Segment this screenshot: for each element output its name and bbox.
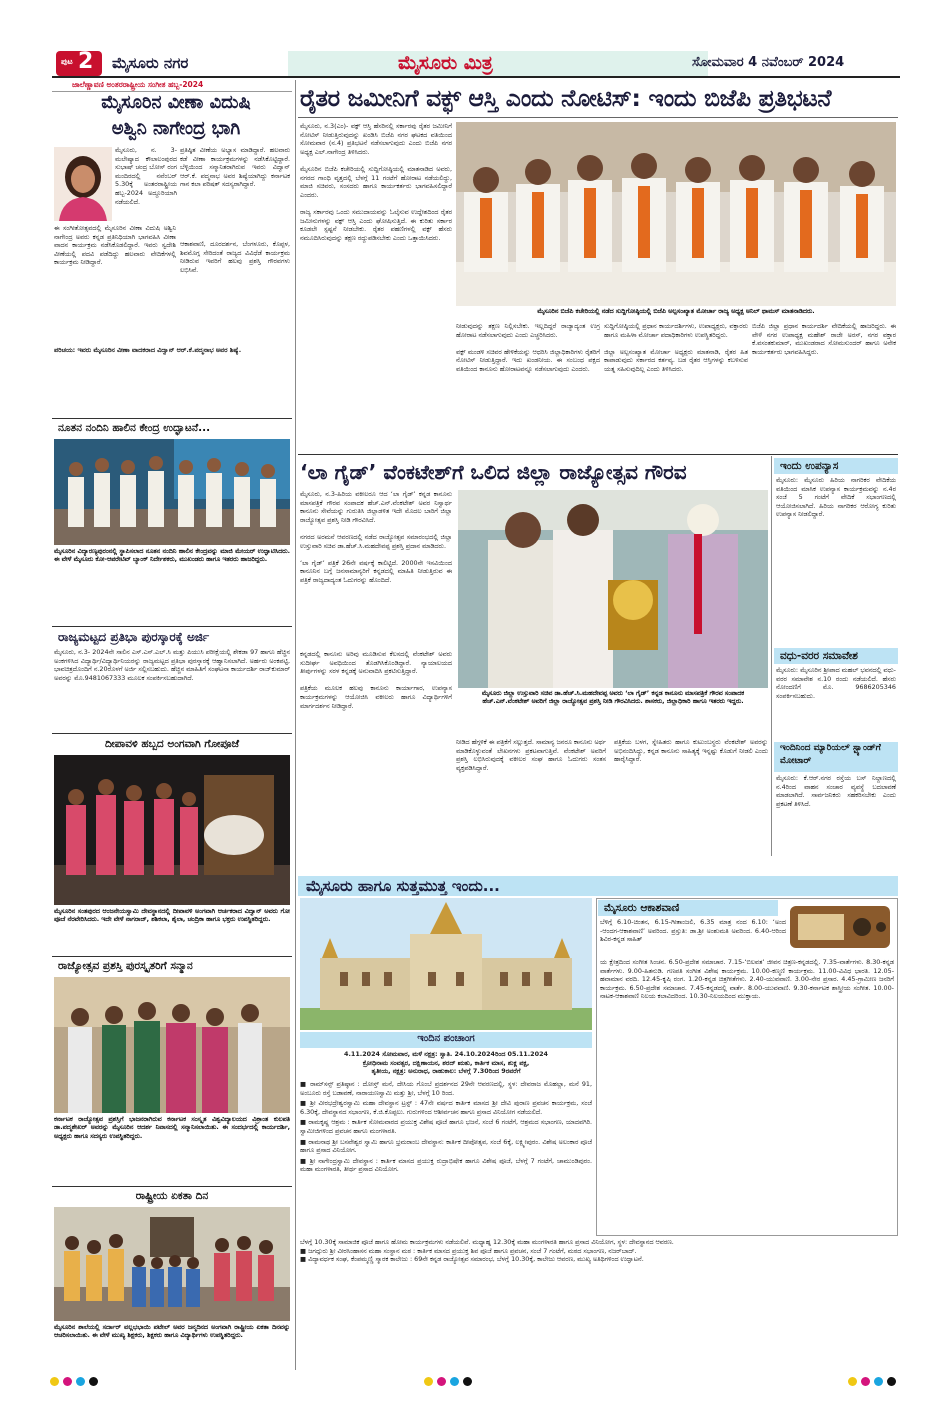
- registration-dot: [89, 1377, 98, 1386]
- events-list: [300, 1080, 595, 1236]
- veena-body-2: ಈ ಸಂಗೀತೋತ್ಸವದಲ್ಲಿ ಮೈಸೂರಿನ ವೀಣಾ ವಿದುಷಿ ಅಶ್ವಿನಿ ನಾಗೇಂದ್ರ ಅವರು ಕನ್ನಡ ಪ್ರತಿನಿಧಿಯಾಗಿ ಭಾಗವಹಿಸಿ ವೀಣಾ ವಾದನ ಕಾರ್ಯಕ್ರಮ ನಡೆಸಿಕೊಡಲಿದ್ದಾರೆ. ಇವರು ಸ್ವದೇಶಿ ವೀಣೆಯಲ್ಲಿ ಪದವಿ ಪಡೆದಿದ್ದು ಹಲವಾರು ವೇದಿಕೆಗಳಲ್ಲಿ ಕಾರ್ಯಕ್ರಮ ನೀಡಿದ್ದಾರೆ.: [54, 224, 179, 267]
- lawguide-col-4: ಪತ್ರಿಕೆಯ ಬಳಗ, ಸ್ನೇಹಿತರು ಹಾಗೂ ಕುಟುಂಬಸ್ಥರು ವೆಂಕಟೇಶ್ ಅವರನ್ನು ಅಭಿನಂದಿಸಿದ್ದು, ಕನ್ನಡ ಕಾನೂನು ಸಾಹಿತ್ಯಕ್ಕೆ ಇನ್ನಷ್ಟು ಕೊಡುಗೆ ನೀಡಲಿ ಎಂದು ಹಾರೈಸಿದ್ದಾರೆ.: [614, 738, 771, 764]
- masthead: [52, 51, 900, 78]
- lawguide-col-1: ಮೈಸೂರು, ನ.3-ಹಿರಿಯ ವಕೀಲರೂ ಆದ ‘ಲಾ ಗೈಡ್’ ಕನ್ನಡ ಕಾನೂನು ಮಾಸಪತ್ರಿಕೆ ಗೌರವ ಸಂಪಾದಕ ಹೆಚ್.ಎನ್.ವೆಂಕಟೇಶ್ ಅವರ ನಿಸ್ವಾರ್ಥ ಕಾನೂನು ಸೇವೆಯನ್ನು ಗುರುತಿಸಿ ಜಿಲ್ಲಾಡಳಿತ ಇದೇ ಮೊದಲ ಬಾರಿಗೆ ಜಿಲ್ಲಾ ರಾಜ್ಯೋತ್ಸವ ಪ್ರಶಸ್ತಿ ನೀಡಿ ಗೌರವಿಸಿದೆ. ನಗರದ ಅರಮನೆ ಆವರಣದಲ್ಲಿ ನಡೆದ ರಾಜ್ಯೋತ್ಸವ ಸಮಾರಂಭದಲ್ಲಿ ಜಿಲ್ಲಾ ಉಸ್ತುವಾರಿ ಸಚಿವ ಡಾ.ಹೆಚ್.ಸಿ.ಮಹದೇವಪ್ಪ ಪ್ರಶಸ್ತಿ ಪ್ರದಾನ ಮಾಡಿದರು. ‘ಲಾ ಗೈಡ್’ ಪತ್ರಿಕೆ 26ನೇ ವರ್ಷಕ್ಕೆ ಕಾಲಿಟ್ಟಿದೆ. 2000ನೇ ಇಸವಿಯಿಂದ ಕಾನೂನಿನ ಬಗ್ಗೆ ಜನಸಾಮಾನ್ಯರಿಗೆ ಕನ್ನಡದಲ್ಲಿ ಮಾಹಿತಿ ನೀಡುತ್ತಿರುವ ಈ ಪತ್ರಿಕೆ ರಾಜ್ಯದಾದ್ಯಂತ ಓದುಗರನ್ನು ಹೊಂದಿದೆ.: [300, 490, 452, 584]
- registration-dot: [848, 1377, 857, 1386]
- lead-col-1: ಮೈಸೂರು, ನ.3(ಎಂ)- ವಕ್ಫ್ ಆಸ್ತಿ ಹೆಸರಿನಲ್ಲಿ ಸರ್ಕಾರವು ರೈತರ ಜಮೀನಿಗೆ ನೋಟಿಸ್ ನೀಡುತ್ತಿರುವುದನ್ನು ಖಂಡಿಸಿ ಬಿಜೆಪಿ ನಗರ ಘಟಕದ ವತಿಯಿಂದ ಸೋಮವಾರ (ನ.4) ಪ್ರತಿಭಟನೆ ನಡೆಸಲಾಗುವುದು ಎಂದು ಬಿಜೆಪಿ ನಗರ ಅಧ್ಯಕ್ಷ ಎಲ್.ನಾಗೇಂದ್ರ ತಿಳಿಸಿದರು. ಮೈಸೂರಿನ ಬಿಜೆಪಿ ಕಚೇರಿಯಲ್ಲಿ ಸುದ್ದಿಗೋಷ್ಠಿಯಲ್ಲಿ ಮಾತನಾಡಿದ ಅವರು, ನಗರದ ಗಾಂಧಿ ವೃತ್ತದಲ್ಲಿ ಬೆಳಗ್ಗೆ 11 ಗಂಟೆಗೆ ಹೋರಾಟ ನಡೆಯಲಿದ್ದು, ಮಾಜಿ ಸಚಿವರು, ಸಂಸದರು ಹಾಗೂ ಕಾರ್ಯಕರ್ತರು ಭಾಗವಹಿಸಲಿದ್ದಾರೆ ಎಂದರು. ರಾಜ್ಯ ಸರ್ಕಾರವು ಒಂದು ಸಮುದಾಯವನ್ನು ಓಲೈಸುವ ಉದ್ದೇಶದಿಂದ ರೈತರ ಜಮೀನುಗಳನ್ನು ವಕ್ಫ್ ಆಸ್ತಿ ಎಂದು ಘೋಷಿಸುತ್ತಿದೆ. ಈ ಕುರಿತು ಸರ್ಕಾರ ಕೂಡಲೇ ಸ್ಪಷ್ಟನೆ ನೀಡಬೇಕು. ರೈತರ ಪಹಣಿಗಳಲ್ಲಿ ವಕ್ಫ್ ಹೆಸರು ನಮೂದಿಸಿರುವುದನ್ನು ತಕ್ಷಣ ರದ್ದುಪಡಿಸಬೇಕು ಎಂದು ಒತ್ತಾಯಿಸಿದರು.: [300, 122, 452, 242]
- panchanga-heading: ಇಂದಿನ ಪಂಚಾಂಗ: [417, 1033, 475, 1044]
- lead-headline: ರೈತರ ಜಮೀನಿಗೆ ವಕ್ಫ್ ಆಸ್ತಿ ಎಂದು ನೋಟಿಸ್: ಇಂದು ಬಿಜೆಪಿ ಪ್ರತಿಭಟನೆ: [300, 84, 832, 112]
- registration-dot: [424, 1377, 433, 1386]
- unity-photo: [54, 1207, 290, 1321]
- divider: [52, 626, 292, 627]
- event-item: ■ ಶ್ರೀ ವೀರಭದ್ರೇಶ್ವರಸ್ವಾಮಿ ಮಹಾ ದೇವಸ್ಥಾನ ಟ್ರಸ್ಟ್ : 47ನೇ ವರ್ಷದ ಕಾರ್ತಿಕ ಮಾಸದ ಶ್ರೀ ದೇವಿ ಪುರಾಣ ಪ್ರವಚನ ಕಾರ್ಯಕ್ರಮ, ಸಂಜೆ 6.30ಕ್ಕೆ, ದೇವಸ್ಥಾನದ ಸಭಾಂಗಣ, ಕೆ.ಜಿ.ಕೊಪ್ಪಲು. ಗುರುಗಳಿಂದ ಆಶೀರ್ವಚನ ಹಾಗೂ ಪ್ರಸಾದ ವಿನಿಯೋಗ ನಡೆಯಲಿದೆ.: [300, 1099, 595, 1116]
- lawguide-col-2: ಕನ್ನಡದಲ್ಲಿ ಕಾನೂನು ಅರಿವು ಮೂಡಿಸುವ ಕೆಲಸದಲ್ಲಿ ವೆಂಕಟೇಶ್ ಅವರು ಸುದೀರ್ಘ ಅವಧಿಯಿಂದ ತೊಡಗಿಸಿಕೊಂಡಿದ್ದಾರೆ. ನ್ಯಾಯಾಲಯದ ತೀರ್ಪುಗಳನ್ನು ಸರಳ ಕನ್ನಡಕ್ಕೆ ಅನುವಾದಿಸಿ ಪ್ರಕಟಿಸುತ್ತಿದ್ದಾರೆ. ಪತ್ರಿಕೆಯ ಮೂಲಕ ಹಲವು ಕಾನೂನು ಕಾರ್ಯಾಗಾರ, ಉಪನ್ಯಾಸ ಕಾರ್ಯಕ್ರಮಗಳನ್ನು ಆಯೋಜಿಸಿ ವಕೀಲರು ಹಾಗೂ ವಿದ್ಯಾರ್ಥಿಗಳಿಗೆ ಮಾರ್ಗದರ್ಶನ ನೀಡಿದ್ದಾರೆ.: [300, 650, 452, 710]
- deepavali-caption: ಮೈಸೂರಿನ ಸಂತಪುರದ ಆಂಜನೇಯಸ್ವಾಮಿ ದೇವಸ್ಥಾನದಲ್ಲಿ ದೀಪಾವಳಿ ಅಂಗವಾಗಿ ಆರ್ಚಕರಾದ ವಿದ್ವಾನ್ ಅವರು ಗೋ ಪೂಜೆ ನೆರವೇರಿಸಿದರು. ಇದೇ ವೇಳೆ ನಾಗರಾಜ್, ಶಶಿಕಲಾ, ಶೈಲಾ, ಚಂದ್ರಿಕಾ ಹಾಗೂ ಭಕ್ತರು ಉಪಸ್ಥಿತರಿದ್ದರು.: [54, 908, 293, 924]
- radio-set-icon: [786, 900, 894, 950]
- unity-caption: ಮೈಸೂರಿನ ಶಾಲೆಯಲ್ಲಿ ಸರ್ದಾರ್ ವಲ್ಲಭಭಾಯಿ ಪಟೇಲ್ ಅವರ ಜನ್ಮದಿನದ ಅಂಗವಾಗಿ ರಾಷ್ಟ್ರೀಯ ಏಕತಾ ದಿನವನ್ನು ಆಚರಿಸಲಾಯಿತು. ಈ ವೇಳೆ ಮುಖ್ಯ ಶಿಕ್ಷಕರು, ಶಿಕ್ಷಕರು ಹಾಗೂ ವಿದ್ಯಾರ್ಥಿಗಳು ಉಪಸ್ಥಿತರಿದ್ದರು.: [54, 1324, 293, 1340]
- event-item: ■ ರಾಮನಾಥ ಶ್ರೀ ಬಸವೇಶ್ವರ ಸ್ವಾಮಿ ಹಾಗೂ ಭ್ರಮರಾಂಬ ದೇವಸ್ಥಾನ: ಕಾರ್ತಿಕ ದೀಪೋತ್ಸವ, ಸಂಜೆ 6ಕ್ಕೆ, ಲಕ್ಷ್ಮೀಪುರಂ. ವಿಶೇಷ ಅಲಂಕಾರ ಪೂಜೆ ಹಾಗೂ ಪ್ರಸಾದ ವಿನಿಯೋಗ.: [300, 1137, 595, 1155]
- event-item: ■ ರಾಮ್‌ಸನ್ಸ್ ಪ್ರತಿಷ್ಠಾನ : ದೋಸ್ತ್ ಮನೆ, ದೇಸಿಯ ಗೊಂಬೆ ಪ್ರದರ್ಶನದ 29ನೇ ಆವರಣದಲ್ಲಿ, ಸ್ಥಳ: ದೇವರಾಜ ಮೊಹಲ್ಲಾ, ಮನೆ 91, ಅಂಬೂರು ರಸ್ತೆ ಬಡಾವಣೆ, ನಾರಾಯಣಸ್ವಾಮಿ ಮತ್ತು ಶ್ರೀ, ಬೆಳಗ್ಗೆ 10 ರಿಂದ.: [300, 1080, 595, 1097]
- moto-heading: ಇಂದಿನಿಂದ ಮ್ಯಾರಿಯಲ್ ಸ್ಟ್ಯಾಂಡ್‌ಗೆ ಮೋಟಾರ್: [774, 742, 898, 772]
- lead-col-2: ನೀಡುವುದನ್ನು ತಕ್ಷಣ ನಿಲ್ಲಿಸಬೇಕು. ಇಲ್ಲದಿದ್ದರೆ ರಾಜ್ಯಾದ್ಯಂತ ಉಗ್ರ ಹೋರಾಟ ನಡೆಸಲಾಗುವುದು ಎಂದು ಎಚ್ಚರಿಸಿದರು. ವಕ್ಫ್ ಮಂಡಳಿ ಸಚಿವರ ಹೇಳಿಕೆಯನ್ನು ಆಧರಿಸಿ ಜಿಲ್ಲಾಧಿಕಾರಿಗಳು ರೈತರಿಗೆ ನೋಟಿಸ್ ನೀಡುತ್ತಿದ್ದಾರೆ. ಇದು ಖಂಡನೀಯ. ಈ ಸಂಬಂಧ ಪಕ್ಷದ ವತಿಯಿಂದ ಕಾನೂನು ಹೋರಾಟವನ್ನೂ ನಡೆಸಲಾಗುವುದು ಎಂದರು.: [456, 322, 600, 373]
- divider: [52, 418, 292, 419]
- wedding-heading: ವಧು-ವರರ ಸಮಾವೇಶ: [774, 648, 898, 664]
- registration-dot: [450, 1377, 459, 1386]
- award-heading: ರಾಜ್ಯಮಟ್ಟದ ಪ್ರತಿಭಾ ಪುರಸ್ಕಾರಕ್ಕೆ ಅರ್ಜಿ: [58, 630, 210, 644]
- veena-body-3: ಪ್ರತಿಷ್ಠಿತ ವೀಣೆಯ ಅಭ್ಯಾಸ ಮಾಡಿದ್ದಾರೆ. ಹಲವಾರು ಕಡೆ ವೀಣಾ ಕಾರ್ಯಕ್ರಮಗಳನ್ನು ನಡೆಸಿಕೊಟ್ಟಿದ್ದಾರೆ. ಬೆಳ್ಳಿಯಿಂದ ಸನ್ಮಾನಿತರಾಗಿರುವ ಇವರು ವಿದ್ವಾನ್ ಆರ್.ಕೆ. ಪದ್ಮನಾಭ ಅವರ ಶಿಷ್ಯೆಯಾಗಿದ್ದು ಕರ್ನಾಟಕ ಗಾನ ಕಲಾ ಪರಿಷತ್ ಸದಸ್ಯರಾಗಿದ್ದಾರೆ.: [180, 146, 293, 189]
- event-item: ■ ಶ್ರೀ ನಾಗೇಂದ್ರಸ್ವಾಮಿ ದೇವಸ್ಥಾನ : ಕಾರ್ತಿಕ ಮಾಸದ ಪ್ರಯುಕ್ತ ರುದ್ರಾಭಿಷೇಕ ಹಾಗೂ ವಿಶೇಷ ಪೂಜೆ, ಬೆಳಗ್ಗೆ 7 ಗಂಟೆಗೆ, ಚಾಮುಂಡಿಪುರಂ. ಮಹಾ ಮಂಗಳಾರತಿ, ತೀರ್ಥ ಪ್ರಸಾದ ವಿನಿಯೋಗ.: [300, 1156, 595, 1174]
- wedding-body: ಮೈಸೂರು: ಮೈಸೂರಿನ ಶ್ರೀಪಾದ ಮಹಲ್ ಭವನದಲ್ಲಿ ವಧು-ವರರ ಸಮಾವೇಶ ನ.10 ರಂದು ನಡೆಯಲಿದೆ. ಹೆಸರು ನೋಂದಣಿಗೆ ಮೊ. 9686205346 ಸಂಪರ್ಕಿಸಬಹುದು.: [776, 666, 899, 700]
- lead-caption: ಮೈಸೂರಿನ ಬಿಜೆಪಿ ಕಚೇರಿಯಲ್ಲಿ ನಡೆದ ಸುದ್ದಿಗೋಷ್ಠಿಯಲ್ಲಿ ಬಿಜೆಪಿ ಅಲ್ಪಸಂಖ್ಯಾತ ಮೋರ್ಚಾ ರಾಜ್ಯ ಅಧ್ಯಕ್ಷ ಅನಿಲ್ ಥಾಮಸ್ ಮಾತನಾಡಿದರು.: [537, 308, 815, 315]
- city-heading: ಮೈಸೂರು ಹಾಗೂ ಸುತ್ತಮುತ್ತ ಇಂದು...: [306, 877, 500, 895]
- paper-title-bar: [288, 51, 708, 76]
- nandini-heading: ನೂತನ ನಂದಿನಿ ಹಾಲಿನ ಕೇಂದ್ರ ಉದ್ಘಾಟನೆ...: [58, 422, 211, 434]
- lecture-heading: ಇಂದು ಉಪನ್ಯಾಸ: [774, 458, 898, 474]
- divider: [52, 733, 292, 734]
- panchanga-body: 4.11.2024 ಸೋಮವಾರ, ಮಳೆ ನಕ್ಷತ್ರ: ಸ್ವಾತಿ. 24.10.2024ರಿಂದ 05.11.2024 ಕ್ರೋಧಿನಾಮ ಸಂವತ್ಸರ, ದಕ್ಷಿಣಾಯನ, ಶರದ್ ಋತು, ಕಾರ್ತಿಕ ಮಾಸ, ಶುಕ್ಲ ಪಕ್ಷ, ತೃತೀಯ, ನಕ್ಷತ್ರ: ಅನುರಾಧ, ರಾಹುಕಾಲ: ಬೆಳಗ್ಗೆ 7.30ರಿಂದ 9ರವರೆಗೆ: [344, 1050, 548, 1076]
- honor-heading: ರಾಜ್ಯೋತ್ಸವ ಪ್ರಶಸ್ತಿ ಪುರಸ್ಕೃತರಿಗೆ ಸನ್ಮಾನ: [58, 960, 193, 972]
- lawguide-caption: ಮೈಸೂರು ಜಿಲ್ಲಾ ಉಸ್ತುವಾರಿ ಸಚಿವ ಡಾ.ಹೆಚ್.ಸಿ.ಮಹದೇವಪ್ಪ ಅವರು ‘ಲಾ ಗೈಡ್’ ಕನ್ನಡ ಕಾನೂನು ಮಾಸಪತ್ರಿಕೆ ಗೌರವ ಸಂಪಾದಕ ಹೆಚ್.ಎನ್.ವೆಂಕಟೇಶ್ ಅವರಿಗೆ ಜಿಲ್ಲಾ ರಾಜ್ಯೋತ್ಸವ ಪ್ರಶಸ್ತಿ ನೀಡಿ ಗೌರವಿಸಿದರು. ಶಾಸಕರು, ಜಿಲ್ಲಾಧಿಕಾರಿ ಹಾಗೂ ಇತರರು ಇದ್ದರು.: [481, 690, 747, 706]
- honor-caption: ಕರ್ನಾಟಕ ರಾಜ್ಯೋತ್ಸವ ಪ್ರಶಸ್ತಿಗೆ ಭಾಜನರಾಗಿರುವ ಕರ್ನಾಟಕ ಸಂಸ್ಕೃತ ವಿಶ್ವವಿದ್ಯಾಲಯದ ವಿಶ್ರಾಂತ ಕುಲಪತಿ ಡಾ.ಪದ್ಮಶೇಖರ್ ಅವರನ್ನು ಮೈಸೂರಿನ ಆದರ್ಶ ನಿವಾಸದಲ್ಲಿ ಸನ್ಮಾನಿಸಲಾಯಿತು. ಈ ಸಂದರ್ಭದಲ್ಲಿ ಕಾರ್ಯದರ್ಶಿ, ಅಧ್ಯಕ್ಷರು ಹಾಗೂ ಸದಸ್ಯರು ಉಪಸ್ಥಿತರಿದ್ದರು.: [54, 1116, 293, 1140]
- radio-body-wide: ಯ ಕ್ಷೇತ್ರದಿಂದ ಸಂಗೀತ ಸಿಂಚನ. 6.50-ಪ್ರದೇಶ ಸಮಾಚಾರ. 7.15-‘ಬಿಲವತ’ ಜೀವನ ಚಿತ್ರಣ-ಕನ್ನಡದಲ್ಲಿ. 7.35-ವಾರ್ತೆಗಳು. 8.30-ಕನ್ನಡ ವಾರ್ತೆಗಳು. 9.00-ಹಿತನುಡಿ. ಗಣಪತಿ ಸಂಗೀತ ವಿಶೇಷ ಕಾರ್ಯಕ್ರಮ. 10.00-ಕಣ್ಮಣಿ ಕಾರ್ಯಕ್ರಮ. 11.00-ವಿವಿಧ ಭಾರತಿ. 12.05-ಹವಾಮಾನ ವರದಿ. 12.45-ಕೃಷಿ ರಂಗ. 1.20-ಕನ್ನಡ ಚಿತ್ರಗೀತೆಗಳು. 2.40-ಯುವವಾಣಿ. 3.00-ನೇರ ಪ್ರಸಾರ. 4.45-ಗ್ರಾಮೀಣ ಜನರಿಗೆ ಕಾರ್ಯಕ್ರಮ. 6.50-ಪ್ರದೇಶ ಸಮಾಚಾರ. 7.45-ಕನ್ನಡದಲ್ಲಿ ವಾರ್ತೆ. 8.00-ಯುವವಾಣಿ. 9.30-ಕರ್ನಾಟಕ ಶಾಸ್ತ್ರೀಯ ಸಂಗೀತ. 10.00-ನಾಟಕ-ಆಕಾಶವಾಣಿ ನಿಲಯ ಕಲಾವಿದರಿಂದ. 10.30-ನಿಲಯದಿಂದ ಮುಕ್ತಾಯ.: [600, 958, 897, 1001]
- lead-col-3: ಸುದ್ದಿಗೋಷ್ಠಿಯಲ್ಲಿ ಪ್ರಧಾನ ಕಾರ್ಯದರ್ಶಿಗಳು, ಉಪಾಧ್ಯಕ್ಷರು, ವಕ್ತಾರರು ಹಾಗೂ ಮಹಿಳಾ ಮೋರ್ಚಾ ಪದಾಧಿಕಾರಿಗಳು ಉಪಸ್ಥಿತರಿದ್ದರು. ಜಿಲ್ಲಾ ಅಲ್ಪಸಂಖ್ಯಾತ ಮೋರ್ಚಾ ಅಧ್ಯಕ್ಷರು ಮಾತನಾಡಿ, ರೈತರ ಹಿತ ಕಾಪಾಡುವುದು ಸರ್ಕಾರದ ಕರ್ತವ್ಯ. ಬಡ ರೈತರ ಆಸ್ತಿಗಳನ್ನು ಕಬಳಿಸುವ ಯತ್ನ ಸಹಿಸುವುದಿಲ್ಲ ಎಂದು ತಿಳಿಸಿದರು.: [604, 322, 748, 373]
- veena-body-4: ಆಕಾಶವಾಣಿ, ದೂರದರ್ಶನ, ಬೆಂಗಳೂರು, ಕೊಪ್ಪಳ, ಶಿವಮೊಗ್ಗ ಸೇರಿದಂತೆ ರಾಜ್ಯದ ವಿವಿಧೆಡೆ ಕಾರ್ಯಕ್ರಮ ನೀಡಿರುವ ಇವರಿಗೆ ಹಲವು ಪ್ರಶಸ್ತಿ ಗೌರವಗಳು ಲಭಿಸಿವೆ.: [180, 240, 293, 274]
- registration-dot: [874, 1377, 883, 1386]
- award-body: ಮೈಸೂರು, ನ.3- 2024ನೇ ಸಾಲಿನ ಎಸ್.ಎಸ್.ಎಲ್.ಸಿ ಮತ್ತು ಪಿಯುಸಿ ಪರೀಕ್ಷೆಯಲ್ಲಿ ಶೇಕಡಾ 97 ಹಾಗೂ ಹೆಚ್ಚಿನ ಅಂಕಗಳಿಸಿದ ವಿದ್ಯಾರ್ಥಿ/ವಿದ್ಯಾರ್ಥಿನಿಯರನ್ನು ರಾಜ್ಯಮಟ್ಟದ ಪ್ರತಿಭಾ ಪುರಸ್ಕಾರಕ್ಕೆ ಆಹ್ವಾನಿಸಲಾಗಿದೆ. ಅರ್ಹರು ಅಂಕಪಟ್ಟಿ, ಭಾವಚಿತ್ರದೊಂದಿಗೆ ನ.20ರೊಳಗೆ ಅರ್ಜಿ ಸಲ್ಲಿಸಬಹುದು. ಹೆಚ್ಚಿನ ಮಾಹಿತಿಗೆ ಸಂಘಟನಾ ಕಾರ್ಯದರ್ಶಿ ರಾಜ್‌ಕುಮಾರ್ ಅವರನ್ನು ಮೊ.9481067333 ಮೂಲಕ ಸಂಪರ್ಕಿಸಬಹುದಾಗಿದೆ.: [54, 648, 293, 682]
- paper-title: ಮೈಸೂರು ಮಿತ್ರ: [398, 52, 493, 74]
- veena-portrait: [54, 147, 112, 221]
- veena-note: ಪರಿಚಯ: ಇವರು ಮೈಸೂರಿನ ವೀಣಾ ವಾದಕರಾದ ವಿದ್ವಾನ್ ಆರ್.ಕೆ.ಪದ್ಮನಾಭ ಅವರ ಶಿಷ್ಯೆ.: [54, 346, 242, 354]
- divider: [52, 956, 292, 957]
- lead-col-4: ಬಿಜೆಪಿ ಜಿಲ್ಲಾ ಪ್ರಧಾನ ಕಾರ್ಯದರ್ಶಿ ವೇದಿಕೆಯಲ್ಲಿ ಹಾಜರಿದ್ದರು. ಈ ವೇಳೆ ನಗರ ಉಪಾಧ್ಯಕ್ಷ ಮಹೇಶ್ ರಾಜೇ ಅರಸ್, ನಗರ ವಕ್ತಾರ ಕೆ.ವಸಂತಕುಮಾರ್, ಮುಖಂಡರಾದ ಸೋಮಸುಂದರ್ ಹಾಗೂ ಅನೇಕ ಕಾರ್ಯಕರ್ತರು ಭಾಗವಹಿಸಿದ್ದರು.: [752, 322, 899, 356]
- lead-photo: [456, 122, 896, 306]
- palace-illustration: [300, 898, 592, 1030]
- lawguide-headline: ‘ಲಾ ಗೈಡ್’ ವೆಂಕಟೇಶ್‌ಗೆ ಒಲಿದ ಜಿಲ್ಲಾ ರಾಜ್ಯೋತ್ಸವ ಗೌರವ: [300, 460, 687, 484]
- divider: [298, 454, 898, 455]
- section-title: ಮೈಸೂರು ನಗರ: [112, 54, 189, 72]
- radio-heading: ಮೈಸೂರು ಆಕಾಶವಾಣಿ: [598, 900, 778, 916]
- unity-heading: ರಾಷ್ಟ್ರೀಯ ಏಕತಾ ದಿನ: [135, 1190, 209, 1202]
- registration-dot: [76, 1377, 85, 1386]
- registration-dot: [63, 1377, 72, 1386]
- city-tail: ಬೆಳಗ್ಗೆ 10.30ಕ್ಕೆ ಸಾಮಾಜಿಕ ಪೂಜೆ ಹಾಗೂ ಹೋಮ ಕಾರ್ಯಕ್ರಮಗಳು ನಡೆಯಲಿವೆ. ಮಧ್ಯಾಹ್ನ 12.30ಕ್ಕೆ ಮಹಾ ಮಂಗಳಾರತಿ ಹಾಗೂ ಪ್ರಸಾದ ವಿನಿಯೋಗ, ಸ್ಥಳ: ದೇವಸ್ಥಾನದ ಆವರಣ. ■ ಜಗದ್ಗುರು ಶ್ರೀ ವೀರಸಿಂಹಾಸನ ಮಹಾ ಸಂಸ್ಥಾನ ಮಠ : ಕಾರ್ತಿಕ ಮಾಸದ ಪ್ರಯುಕ್ತ ಶಿವ ಪೂಜೆ ಹಾಗೂ ಪ್ರವಚನ, ಸಂಜೆ 7 ಗಂಟೆಗೆ, ಮಠದ ಸಭಾಂಗಣ, ನಜರ್‌ಬಾದ್. ■ ವಿದ್ಯಾವರ್ಧಕ ಸಂಘ, ಕೆಂಪಮ್ಮಣ್ಣಿ ಸ್ಮಾರಕ ಕಾಲೇಜು : 69ನೇ ಕನ್ನಡ ರಾಜ್ಯೋತ್ಸವ ಸಮಾರಂಭ, ಬೆಳಗ್ಗೆ 10.30ಕ್ಕೆ, ಕಾಲೇಜು ಆವರಣ, ಮುಖ್ಯ ಅತಿಥಿಗಳಿಂದ ಉದ್ಘಾಟನೆ.: [300, 1238, 674, 1264]
- nandini-caption: ಮೈಸೂರಿನ ವಿದ್ಯಾರಣ್ಯಪುರಂನಲ್ಲಿ ಸ್ಥಾಪಿಸಲಾದ ನೂತನ ನಂದಿನಿ ಹಾಲಿನ ಕೇಂದ್ರವನ್ನು ಮಾಜಿ ಮೇಯರ್ ಉದ್ಘಾಟಿಸಿದರು. ಈ ವೇಳೆ ಮೈಸೂರು ಕೋ-ಆಪರೇಟಿವ್ ಬ್ಯಾಂಕ್ ನಿರ್ದೇಶಕರು, ಮುಖಂಡರು ಹಾಗೂ ಇತರರು ಹಾಜರಿದ್ದರು.: [54, 548, 293, 564]
- page-tag: ಪುಟ: [61, 57, 73, 66]
- registration-dot: [861, 1377, 870, 1386]
- honor-photo: [54, 977, 290, 1113]
- deepavali-heading: ದೀಪಾವಳಿ ಹಬ್ಬದ ಅಂಗವಾಗಿ ಗೋಪೂಜೆ: [104, 738, 240, 750]
- registration-dot: [887, 1377, 896, 1386]
- registration-dot: [437, 1377, 446, 1386]
- event-item: ■ ರಾಮಕೃಷ್ಣ ಆಶ್ರಮ : ಕಾರ್ತಿಕ ಸೋಮವಾರದ ಪ್ರಯುಕ್ತ ವಿಶೇಷ ಪೂಜೆ ಹಾಗೂ ಭಜನೆ, ಸಂಜೆ 6 ಗಂಟೆಗೆ, ಆಶ್ರಮದ ಸಭಾಂಗಣ, ಯಾದವಗಿರಿ. ಸ್ವಾಮೀಜಿಗಳಿಂದ ಪ್ರವಚನ ಹಾಗೂ ಮಂಗಳಾರತಿ.: [300, 1118, 595, 1135]
- veena-headline-2: ಅಶ್ವಿನಿ ನಾಗೇಂದ್ರ ಭಾಗಿ: [111, 118, 241, 139]
- lecture-body: ಮೈಸೂರು: ಮೈಸೂರು ಹಿರಿಯ ನಾಗರಿಕರ ವೇದಿಕೆಯ ವತಿಯಿಂದ ಮಾಸಿಕ ಉಪನ್ಯಾಸ ಕಾರ್ಯಕ್ರಮವನ್ನು ನ.4ರ ಸಂಜೆ 5 ಗಂಟೆಗೆ ವೇದಿಕೆ ಸಭಾಂಗಣದಲ್ಲಿ ಆಯೋಜಿಸಲಾಗಿದೆ. ಹಿರಿಯ ನಾಗರಿಕರ ಆರೋಗ್ಯ ಕುರಿತು ಉಪನ್ಯಾಸ ನೀಡಲಿದ್ದಾರೆ.: [776, 476, 899, 519]
- registration-dot: [50, 1377, 59, 1386]
- moto-body: ಮೈಸೂರು: ಕೆ.ಆರ್.ನಗರ ರಸ್ತೆಯ ಬಸ್ ನಿಲ್ದಾಣದಲ್ಲಿ ನ.4ರಿಂದ ವಾಹನ ಸಂಚಾರ ವ್ಯವಸ್ಥೆ ಬದಲಾವಣೆ ಮಾಡಲಾಗಿದೆ. ಸಾರ್ವಜನಿಕರು ಸಹಕರಿಸಬೇಕು ಎಂದು ಪ್ರಕಟಣೆ ತಿಳಿಸಿದೆ.: [776, 774, 899, 808]
- issue-date: ಸೋಮವಾರ 4 ನವೆಂಬರ್ 2024: [692, 55, 845, 70]
- registration-dot: [463, 1377, 472, 1386]
- page-number: 2: [78, 49, 94, 74]
- veena-headline-1: ಮೈಸೂರಿನ ವೀಣಾ ವಿದುಷಿ: [101, 92, 251, 113]
- lawguide-col-3: ನೀಡಿದ ಹೆಗ್ಗಳಿಕೆ ಈ ಪತ್ರಿಕೆಗೆ ಸಲ್ಲುತ್ತದೆ. ಸಾಮಾನ್ಯ ಜನರೂ ಕಾನೂನು ಅರ್ಥ ಮಾಡಿಕೊಳ್ಳುವಂತೆ ಲೇಖನಗಳು ಪ್ರಕಟವಾಗುತ್ತಿವೆ. ವೆಂಕಟೇಶ್ ಅವರಿಗೆ ಪ್ರಶಸ್ತಿ ಲಭಿಸಿರುವುದಕ್ಕೆ ವಕೀಲರ ಸಂಘ ಹಾಗೂ ಓದುಗರು ಸಂತಸ ವ್ಯಕ್ತಪಡಿಸಿದ್ದಾರೆ.: [456, 738, 609, 772]
- veena-body-1: ಮೈಸೂರು, ನ. 3- ಮಲೇಷ್ಯಾದ ಕೌಲಾಲಂಪುರದ ಸುಭಾಷ್ ಚಂದ್ರ ಬೋಸ್ ರಂಗ ಮಂದಿರದಲ್ಲಿ ನವೆಂಬರ್ 5.30ಕ್ಕೆ ಅಂತರರಾಷ್ಟ್ರೀಯ ಹಬ್ಬ-2024 ಅದ್ದೂರಿಯಾಗಿ ನಡೆಯಲಿದೆ.: [115, 146, 180, 206]
- nandini-photo: [54, 439, 290, 545]
- veena-kicker-text: ಜಾಲೆಣ್ಣಾವಣಿ ಅಂತರರಾಷ್ಟ್ರೀಯ ಸಂಗೀತ ಹಬ್ಬ-2024: [72, 80, 204, 89]
- radio-body: ಬೆಳಿಗ್ಗೆ 6.10-ಚಿಂತನ, 6.15-ಗೀತಾಂಜಲಿ, 6.35 ಮಾತ್ರ ನಂದ 6.10: ‘ಅಂದ -ಆಂದಗ-ಆಕಾಶವಾಣಿ’ ಅವರಿಂದ. ಪ್ರಸ್ತುತಿ: ಡಾ.ಶ್ರೀ ಅಂಶುಮತಿ ಅವರಿಂದ. 6.40-ಆರಿಂದ ಶಿವಿರ-ಕನ್ನಡ ಸಾಹಿತ್: [600, 918, 789, 944]
- sidebar-divider: [771, 456, 772, 856]
- divider: [52, 1186, 292, 1187]
- column-divider: [295, 80, 296, 1370]
- deepavali-photo: [54, 755, 290, 905]
- lawguide-photo: [458, 490, 768, 688]
